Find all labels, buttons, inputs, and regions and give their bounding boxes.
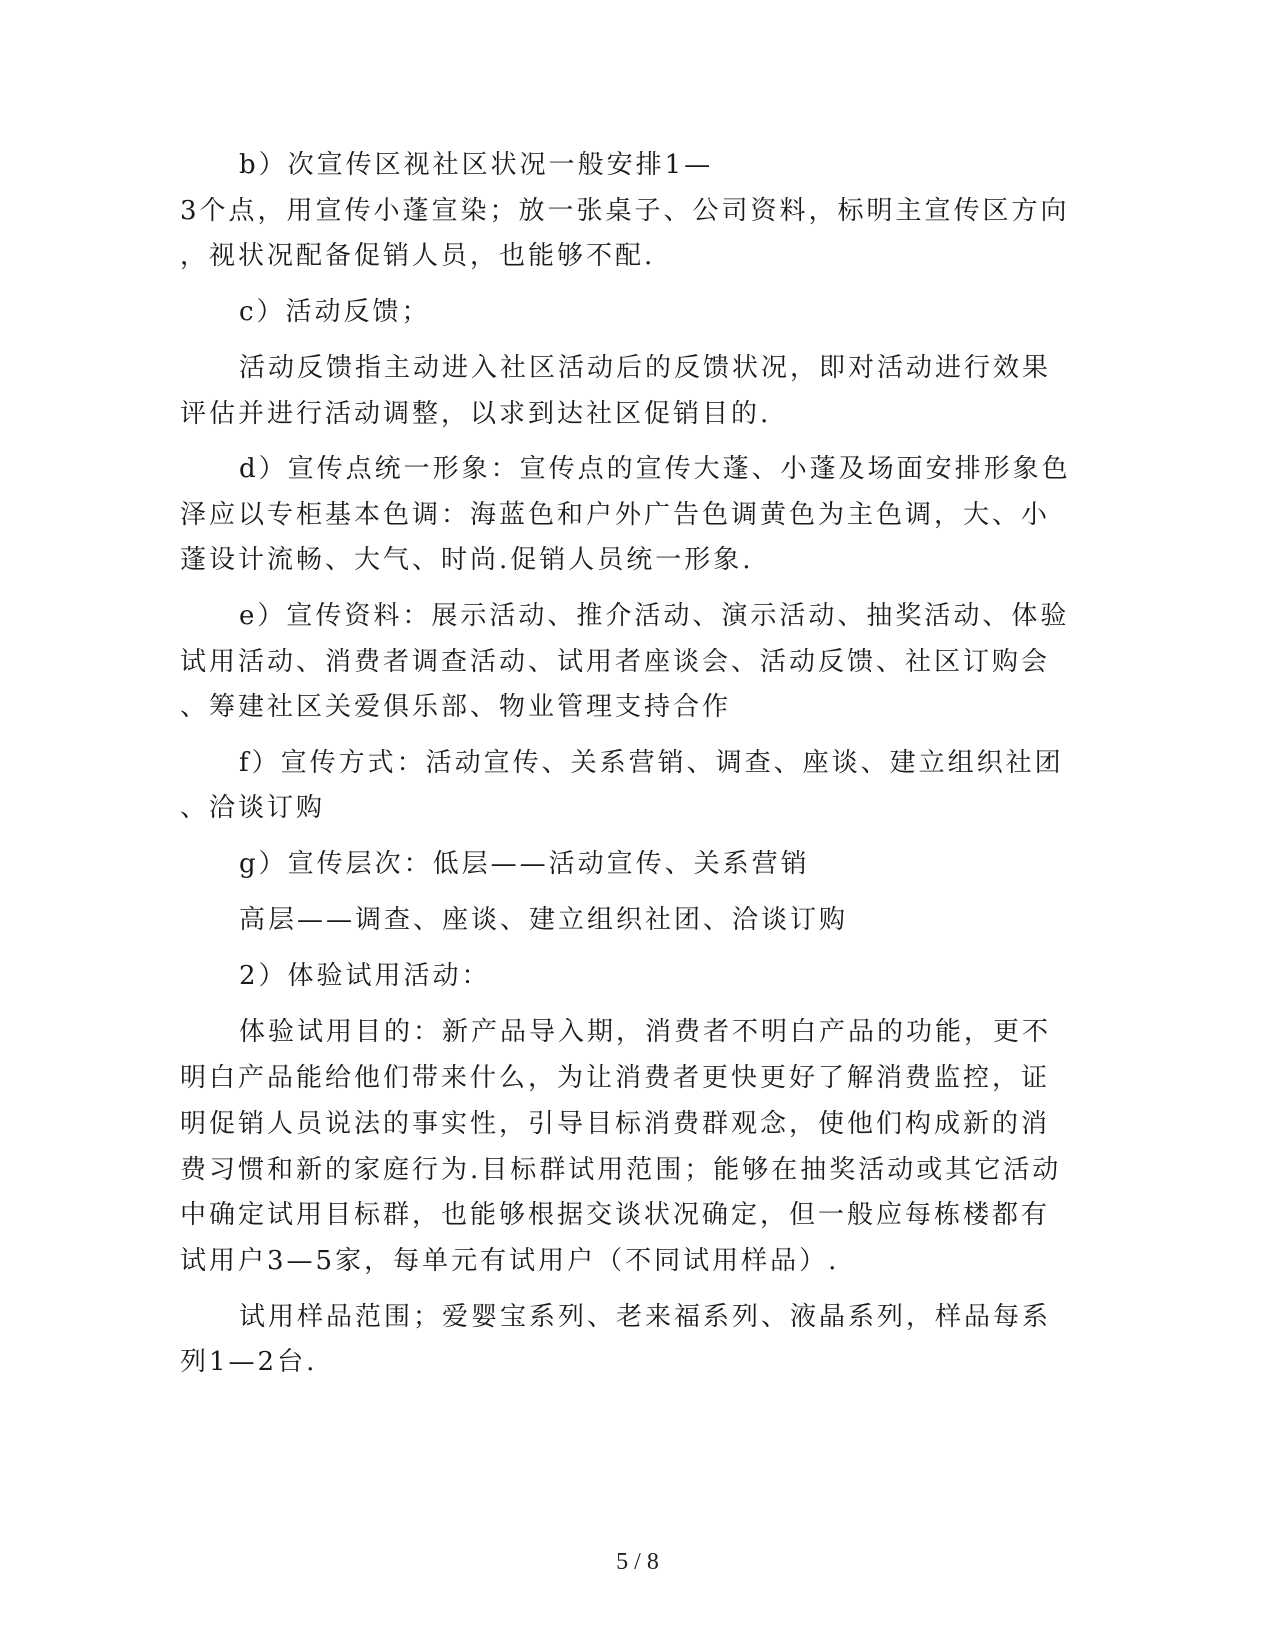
paragraph-e-line-3: 、筹建社区关爱俱乐部、物业管理支持合作 — [180, 692, 732, 722]
paragraph-b-line-3: ，视状况配备促销人员，也能够不配. — [180, 241, 656, 271]
paragraph-trial-purpose-line-3: 明促销人员说法的事实性，引导目标消费群观念，使他们构成新的消 — [180, 1109, 1051, 1139]
paragraph-b-line-1: b）次宣传区视社区状况一般安排1— — [239, 150, 714, 180]
paragraph-e-line-1: e）宣传资料：展示活动、推介活动、演示活动、抽奖活动、体验 — [239, 601, 1070, 631]
paragraph-f-line-2: 、洽谈订购 — [180, 793, 326, 823]
paragraph-d-line-2: 泽应以专柜基本色调：海蓝色和户外广告色调黄色为主色调，大、小 — [180, 500, 1051, 530]
paragraph-c-heading: c）活动反馈； — [239, 297, 431, 327]
paragraph-trial-purpose-line-6: 试用户3—5家，每单元有试用户（不同试用样品）. — [180, 1246, 840, 1276]
paragraph-g-high-level: 高层——调查、座谈、建立组织社团、洽谈订购 — [239, 905, 849, 935]
page-number: 5 / 8 — [616, 1549, 659, 1575]
paragraph-e-line-2: 试用活动、消费者调查活动、试用者座谈会、活动反馈、社区订购会 — [180, 647, 1051, 677]
paragraph-f-line-1: f）宣传方式：活动宣传、关系营销、调查、座谈、建立组织社团 — [239, 748, 1064, 778]
paragraph-feedback-line-2: 评估并进行活动调整，以求到达社区促销目的. — [180, 399, 772, 429]
paragraph-sample-range-line-2: 列1—2台. — [180, 1347, 318, 1377]
paragraph-d-line-3: 蓬设计流畅、大气、时尚.促销人员统一形象. — [180, 545, 754, 575]
section-2-heading: 2）体验试用活动： — [239, 961, 491, 991]
paragraph-trial-purpose-line-2: 明白产品能给他们带来什么，为让消费者更快更好了解消费监控，证 — [180, 1063, 1051, 1093]
paragraph-feedback-line-1: 活动反馈指主动进入社区活动后的反馈状况，即对活动进行效果 — [239, 353, 1052, 383]
paragraph-trial-purpose-line-1: 体验试用目的：新产品导入期，消费者不明白产品的功能，更不 — [239, 1017, 1052, 1047]
paragraph-b-line-2: 3个点，用宣传小蓬宣染；放一张桌子、公司资料，标明主宣传区方向 — [180, 196, 1070, 226]
paragraph-sample-range-line-1: 试用样品范围；爱婴宝系列、老来福系列、液晶系列，样品每系 — [239, 1302, 1052, 1332]
paragraph-d-line-1: d）宣传点统一形象：宣传点的宣传大蓬、小蓬及场面安排形象色 — [239, 454, 1071, 484]
paragraph-trial-purpose-line-5: 中确定试用目标群，也能够根据交谈状况确定，但一般应每栋楼都有 — [180, 1200, 1051, 1230]
paragraph-g-heading: g）宣传层次：低层——活动宣传、关系营销 — [239, 849, 810, 879]
paragraph-trial-purpose-line-4: 费习惯和新的家庭行为.目标群试用范围；能够在抽奖活动或其它活动 — [180, 1155, 1062, 1185]
